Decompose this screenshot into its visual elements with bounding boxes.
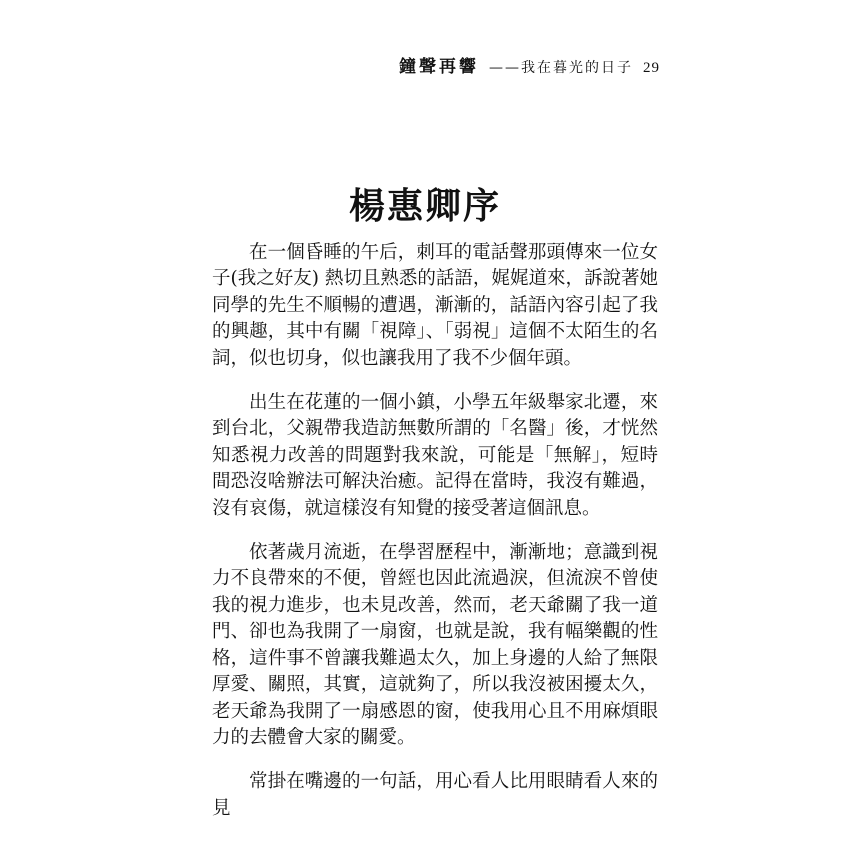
- body-text: [212, 240, 658, 840]
- running-header: [399, 52, 660, 77]
- chapter-title: 楊惠卿序: [348, 186, 501, 227]
- header-subtitle: ——我在暮光的日子: [489, 60, 633, 76]
- paragraph-4: 常掛在嘴邊的一句話，用心看人比用眼睛看人來的見: [212, 771, 658, 819]
- paragraph-3: 依著歲月流逝，在學習歷程中，漸漸地；意識到視力不良帶來的不便，曾經也因此流過淚，但流淚不曾使我的視力進步，也未見改善，然而，老天爺關了我一道門、卻也為我開了一扇窗，也就是說，我有幅樂觀的性格，這件事不曾讓我難過太久，加上身邊的人給了無限厚愛、關照，其實，這就夠了，所以我沒被困擾太久，老天爺為我開了一扇感恩的窗，使我用心且不用麻煩眼力的去體會大家的關愛。: [212, 542, 658, 748]
- page-number: 29: [643, 60, 660, 76]
- paragraph-2: 出生在花蓮的一個小鎮，小學五年級舉家北遷，來到台北，父親帶我造訪無數所謂的「名醫」後，才恍然知悉視力改善的問題對我來說，可能是「無解」，短時間恐沒啥辦法可解決治癒。記得在當時，我沒有難過，沒有哀傷，就這樣沒有知覺的接受著這個訊息。: [212, 392, 658, 519]
- header-book-title: 鐘聲再響: [399, 57, 479, 77]
- paragraph-1: 在一個昏睡的午后，刺耳的電話聲那頭傳來一位女子(我之好友) 熱切且熟悉的話語，娓娓道來，訴說著她同學的先生不順暢的遭遇，漸漸的，話語內容引起了我的興趣，其中有關「視障」、「弱視」這個不太陌生的名詞，似也切身，似也讓我用了我不少個年頭。: [212, 242, 658, 369]
